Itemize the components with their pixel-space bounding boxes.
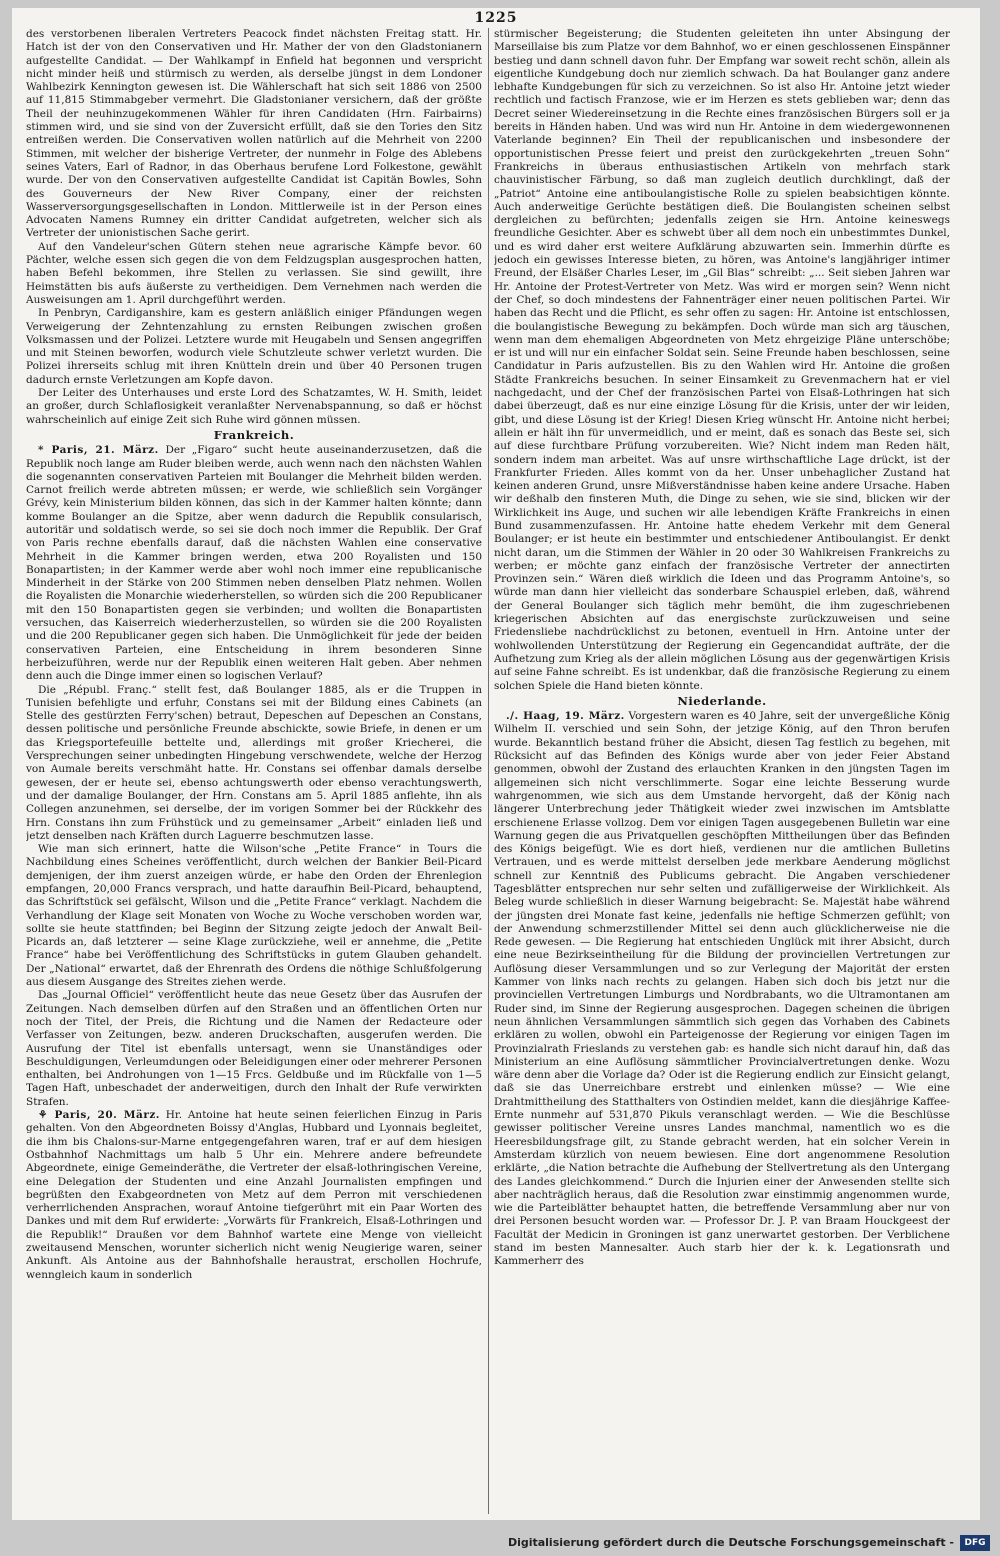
paragraph: Das „Journal Officiel“ veröffentlicht heute das neue Gesetz über das Ausrufen der Zeitungen. Nach demselben dürfen auf den Straßen und an öffentlichen Orten nur noch der Titel, der Preis, die Richtung und die Namen der Redacteure oder Verfasser von Zeitungen, bezw. anderen Druckschaften, ausgerufen werden. Die Ausrufung der Titel ist ebenfalls untersagt, wenn sie Unanständiges oder Beschuldigungen, Verleumdungen oder Beleidigungen einer oder mehrerer Personen enthalten, bei Androhungen von 1—15 Frcs. Geldbuße und im Rückfalle von 1—5 Tagen Haft, unbeschadet der anderweitigen, durch den Inhalt der Rufe verwirkten Strafen.	[26, 989, 482, 1108]
page-number: 1225	[474, 10, 518, 26]
dfg-logo: DFG	[960, 1535, 990, 1551]
newspaper-page	[12, 8, 980, 1520]
section-heading-niederlande: Niederlande.	[677, 693, 767, 708]
dateline: * Paris, 21. März.	[38, 444, 159, 457]
paragraph: In Penbryn, Cardiganshire, kam es gestern anläßlich einiger Pfändungen wegen Verweigerung der Zehntenzahlung zu ernsten Reibungen zwischen großen Volksmassen und der Polizei. Letztere wurde mit Heugabeln und Sensen angegriffen und mit Steinen beworfen, wodurch viele Schutzleute schwer verletzt wurden. Die Polizei ihrerseits schlug mit ihren Knütteln drein und über 40 Personen trugen dadurch ernste Verletzungen am Kopfe davon.	[26, 307, 482, 386]
paragraph: stürmischer Begeisterung; die Studenten geleiteten ihn unter Absingung der Marseillaise bis zum Platze vor dem Bahnhof, wo er einen geschlossenen Einspänner bestieg und dann schnell davon fuhr. Der Empfang war soweit recht schön, allein als eigentliche Kundgebung doch nur ziemlich schwach. Da hat Boulanger ganz andere lebhafte Kundgebungen für sich zu verzeichnen. So ist also Hr. Antoine jetzt wieder rechtlich und factisch Franzose, wie er im Herzen es stets geblieben war; denn das Decret seiner Wiedereinsetzung in die Rechte eines französischen Bürgers soll er ja bereits in Händen haben. Und was wird nun Hr. Antoine in dem wiedergewonnenen Vaterlande beginnen? Ein Theil der republicanischen und insbesondere der opportunistischen Presse feiert und preist den zurückgekehrten „treuen Sohn“ Frankreichs in überaus enthusiastischen Artikeln von mehrfach stark chauvinistischer Färbung, so daß man zugleich deutlich durchklingt, daß der „Patriot“ Antoine eine antiboulangistische Rolle zu spielen beabsichtigen könnte. Auch anderweitige Gerüchte bestätigen dieß. Die Boulangisten scheinen selbst dergleichen zu befürchten; jedenfalls zeigen sie Hrn. Antoine keineswegs freundliche Gesichter. Aber es schwebt über all dem noch ein unbestimmtes Dunkel, und es wird daher erst weitere Aufklärung abzuwarten sein. Immerhin dürfte es jedoch ein gewisses Interesse bieten, zu hören, was Antoine's langjähriger intimer Freund, der Elsäßer Charles Leser, im „Gil Blas“ schreibt: „... Seit sieben Jahren war Hr. Antoine der Protest-Vertreter von Metz. Was wird er morgen sein? Wenn nicht der Chef, so doch mindestens der Fahnenträger einer neuen politischen Partei. Wir haben das Recht und die Pflicht, es sehr offen zu sagen: Hr. Antoine ist entschlossen, die boulangistische Bewegung zu bekämpfen. Doch würde man sich arg täuschen, wenn man dem ehemaligen Abgeordneten von Metz ehrgeizige Pläne unterschöbe; er ist und will nur ein einfacher Soldat sein. Seine Freunde haben beschlossen, seine Candidatur in Paris aufzustellen. Bis zu den Wahlen wird Hr. Antoine die großen Städte Frankreichs besuchen. In seiner Einsamkeit zu Grevenmachern hat er viel nachgedacht, und der Chef der französischen Partei von Elsaß-Lothringen hat sich dabei überzeugt, daß es nur eine einzige Lösung für die Krisis, unter der wir leiden, gibt, und diese Lösung ist der Krieg! Diesen Krieg wünscht Hr. Antoine nicht herbei; allein er hält ihn für unvermeidlich, und er meint, daß es sonach das Beste sei, sich auf diese furchtbare Prüfung vorzubereiten. Wie? Nicht indem man Reden hält, sondern indem man arbeitet. Was auf unsre wirthschaftliche Lage drückt, ist der Frankfurter Frieden. Alles kommt von da her. Unser unbehaglicher Zustand hat keinen anderen Grund, unsre Mißverständnisse haben keine andere Ursache. Haben wir deßhalb den finsteren Muth, die Dinge zu sehen, wie sie sind, blicken wir der Wirklichkeit ins Auge, und suchen wir alle lebendigen Kräfte Frankreichs in einen Bund zusammenzufassen. Hr. Antoine hatte ehedem Verkehr mit dem General Boulanger; er ist heute ein bestimmter und entschiedener Antiboulangist. Er denkt nicht daran, um die Stimmen der Wähler in 20 oder 30 Wahlkreisen Frankreichs zu werben; er möchte ganz einfach der französische Vertreter der annectirten Provinzen sein.“ Wären dieß wirklich die Ideen und das Programm Antoine's, so würde man dann hier vielleicht das sonderbare Schauspiel erleben, daß, während der General Boulanger sich täglich mehr bemüht, die ihm zugeschriebenen kriegerischen Absichten auf das energischste zurückzuweisen und seine Friedensliebe nachdrücklichst zu betonen, eventuell in Hrn. Antoine unter der wohlwollenden Unterstützung der Regierung ein Gegencandidat aufträte, der die Aufhetzung zum Krieg als der allein möglichen Lösung aus der gegenwärtigen Krisis auf seine Fahne schreibt. Es ist undenkbar, daß die französische Regierung zu einem solchen Spiele die Hand bieten könnte.	[494, 28, 950, 692]
paragraph: Wie man sich erinnert, hatte die Wilson'sche „Petite France“ in Tours die Nachbildung eines Scheines veröffentlicht, durch welchen der Bankier Beil-Picard demjenigen, der ihm zuerst anzeigen würde, er habe den Orden der Ehrenlegion empfangen, 20,000 Francs versprach, und hatte daraufhin Beil-Picard, behauptend, das Schriftstück sei gefälscht, Wilson und die „Petite France“ verklagt. Nachdem die Verhandlung der Klage seit Monaten von Woche zu Woche verschoben worden war, sollte sie heute stattfinden; bei Beginn der Sitzung zeigte jedoch der Anwalt Beil-Picards an, daß letzterer — seine Klage zurückziehe, weil er annehme, die „Petite France“ habe bei Veröffentlichung des Schriftstücks in gutem Glauben gehandelt. Der „National“ erwartet, daß der Ehrenrath des Ordens die nöthige Schlußfolgerung aus diesem Ausgange des Streites ziehen werde.	[26, 843, 482, 989]
digitization-credit: Digitalisierung gefördert durch die Deutsche Forschungsgemeinschaft -	[507, 1536, 954, 1549]
paragraph: des verstorbenen liberalen Vertreters Peacock findet nächsten Freitag statt. Hr. Hatch ist der von den Conservativen und Hr. Mather der von den Gladstonianern aufgestellte Candidat. — Der Wahlkampf in Enfield hat begonnen und verspricht nicht minder heiß und stürmisch zu werden, als derselbe jüngst in dem Londoner Wahlbezirk Kennington gewesen ist. Die Wählerschaft hat sich seit 1886 von 2500 auf 11,815 Stimmabgeber vermehrt. Die Gladstonianer versichern, daß der größte Theil der neuhinzugekommenen Wähler für ihren Candidaten (Hrn. Fairbairns) stimmen wird, und sie sind von der Zuversicht erfüllt, daß sie den Tories den Sitz entreißen werden. Die Conservativen wollen natürlich auf die Mehrheit von 2200 Stimmen, mit welcher der bisherige Vertreter, der nunmehr in Folge des Ablebens seines Vaters, Earl of Radnor, in das Oberhaus berufene Lord Folkestone, gewählt wurde. Der von den Conservativen aufgestellte Candidat ist Capitän Bowles, Sohn des Gouverneurs der New River Company, einer der reichsten Wasserversorgungsgesellschaften in London. Mittlerweile ist in der Person eines Advocaten Namens Rumney ein dritter Candidat aufgetreten, welcher sich als Vertreter der unionistischen Sache gerirt.	[26, 28, 482, 240]
paragraph: Hr. Antoine hat heute seinen feierlichen Einzug in Paris gehalten. Von den Abgeordneten Boissy d'Anglas, Hubbard und Lyonnais begleitet, die ihm bis Chalons-sur-Marne entgegengefahren waren, traf er auf dem hiesigen Ostbahnhof Nachmittags um halb 5 Uhr ein. Mehrere andere befreundete Abgeordnete, einige Gemeinderäthe, die Vertreter der elsaß-lothringischen Vereine, eine Delegation der Studenten und eine Anzahl Journalisten empfingen und begrüßten den Exabgeordneten von Metz auf dem Perron mit verschiedenen verherrlichenden Ansprachen, worauf Antoine tiefgerührt mit ein Paar Worten des Dankes und mit dem Ruf erwiderte: „Vorwärts für Frankreich, Elsaß-Lothringen und die Republik!“ Draußen vor dem Bahnhof wartete eine Menge von vielleicht zweitausend Menschen, worunter sicherlich nicht wenig Neugierige waren, seiner Ankunft. Als Antoine aus der Bahnhofshalle heraustrat, erschollen Hochrufe, wenngleich kaum in sonderlich	[26, 1109, 482, 1281]
dateline: ⚘ Paris, 20. März.	[38, 1109, 160, 1122]
paragraph: Der „Figaro“ sucht heute auseinanderzusetzen, daß die Republik noch lange am Ruder bleiben werde, auch wenn nach den nächsten Wahlen die sogenannten conservativen Parteien mit Boulanger die Mehrheit bilden werden. Carnot freilich werde abtreten müssen; er werde, wie schließlich sein Vorgänger Grévy, kein Ministerium bilden können, das sich in der Kammer halten könnte; dann komme Boulanger an die Spitze, aber wenn dadurch die Republik consularisch, autoritär und soldatisch werde, so sei sie doch noch immer die Republik. Der Graf von Paris rechne ebenfalls darauf, daß die nächsten Wahlen eine conservative Mehrheit in die Kammer bringen werden, etwa 200 Royalisten und 150 Bonapartisten; in der Kammer werde aber wohl noch immer eine republicanische Minderheit in der Stärke von 200 Stimmen neben denselben Platz nehmen. Wollen die Royalisten die Monarchie wiederherstellen, so würden sich die 200 Republicaner mit den 150 Bonapartisten gegen sie verbinden; und wollten die Bonapartisten versuchen, das Kaiserreich wiederherzustellen, so würden sie die 200 Royalisten und die 200 Republicaner gegen sich haben. Die Unmöglichkeit für jede der beiden conservativen Parteien, eine Entscheidung in ihrem besonderen Sinne herbeizuführen, werde nur der Republik einen weiteren Halt geben. Aber nehmen denn auch die Dinge immer einen so logischen Verlauf?	[26, 444, 482, 683]
paragraph: Vorgestern waren es 40 Jahre, seit der unvergeßliche König Wilhelm II. verschied und sein Sohn, der jetzige König, auf den Thron berufen wurde. Bekanntlich bestand früher die Absicht, diesen Tag festlich zu begehen, mit Rücksicht auf das Befinden des Königs wurde aber von jeder Feier Abstand genommen, obwohl der Zustand des erlauchten Kranken in den jüngsten Tagen im allgemeinen sich nicht verschlimmerte. Sogar eine leichte Besserung wurde wahrgenommen, wie sich aus dem Umstande hervorgeht, daß der König nach längerer Unterbrechung jeder Thätigkeit wieder zwei inzwischen im Amtsblatte erschienene Erlasse vollzog. Dem vor einigen Tagen ausgegebenen Bulletin war eine Warnung gegen die aus Privatquellen geschöpften Mittheilungen über das Befinden des Königs beigefügt. Wie es dort hieß, verdienen nur die amtlichen Bulletins Vertrauen, und es werde mittelst derselben jede merkbare Aenderung möglichst schnell zur Kenntniß des Publicums gebracht. Die Angaben verschiedener Tagesblätter entsprechen nur sehr selten und zufälligerweise der Wirklichkeit. Als Beleg wurde schließlich in dieser Warnung beigebracht: Se. Majestät habe während der jüngsten drei Monate fast keine, jedenfalls nie heftige Schmerzen gefühlt; von der Anwendung schmerzstillender Mittel sei denn auch glücklicherweise nie die Rede gewesen. — Die Regierung hat entschieden Unglück mit ihrer Absicht, durch eine neue Bezirkseintheilung für die Bildung der provinciellen Vertretungen zur Auflösung dieser Versammlungen und so zur Verlegung der Majorität der ersten Kammer von links nach rechts zu gelangen. Haben sich doch bis jetzt nur die provinciellen Vertretungen Limburgs und Nordbrabants, wo die Ultramontanen am Ruder sind, im Sinne der Regierung ausgesprochen. Dagegen scheinen die übrigen neun ähnlichen Versammlungen sämmtlich sich gegen das Vorhaben des Cabinets erklären zu wollen, obwohl ein Parteigenosse der Regierung vor einigen Tagen im Provinzialrath Frieslands zu verstehen gab: es handle sich nicht darauf hin, daß das Ministerium an eine Auflösung sämmtlicher Provincialvertretungen denke. Wozu wäre denn aber die Vorlage da? Oder ist die Regierung endlich zur Einsicht gelangt, daß sie das Unerreichbare erstrebt und einlenken müsse? — Wie eine Drahtmittheilung des Statthalters von Ostindien meldet, kann die diesjährige Kaffee-Ernte nunmehr auf 531,870 Pikuls veranschlagt werden. — Wie die Beschlüsse gewisser politischer Vereine unsres Landes manchmal, namentlich wo es die Heeresbildungsfrage gilt, zu Stande gebracht werden, hat ein solcher Verein in Amsterdam kürzlich von neuem bewiesen. Eine dort angenommene Resolution erklärte, „die Nation betrachte die Aufhebung der Stellvertretung als den Untergang des Landes gleichkommend.“ Durch die Injurien einer der Anwesenden stellte sich aber nachträglich heraus, daß die Resolution zwar einstimmig angenommen wurde, wie die Parteiblätter behauptet hatten, die betreffende Versammlung aber nur von drei Personen besucht worden war. — Professor Dr. J. P. van Braam Houckgeest der Facultät der Medicin in Groningen ist ganz unerwartet gestorben. Der Verblichene stand im besten Mannesalter. Auch starb hier der k. k. Legationsrath und Kammerherr des	[494, 710, 950, 1268]
dateline: ./. Haag, 19. März.	[506, 710, 625, 723]
section-heading-frankreich: Frankreich.	[213, 427, 295, 442]
right-column	[494, 28, 950, 1516]
paragraph: Die „Républ. Franç.“ stellt fest, daß Boulanger 1885, als er die Truppen in Tunisien befehligte und erfuhr, Constans sei mit der Bildung eines Cabinets (an Stelle des gestürzten Ferry'schen) betraut, Depeschen auf Depeschen an Constans, dessen politische und persönliche Freunde abschickte, sowie Briefe, in denen er um das Kriegsportefeuille bettelte und, allerdings mit großer Kriecherei, die Versprechungen seiner unbedingten Hingebung verschwendete, welche der Herzog von Aumale bereits verschmäht hatte. Hr. Constans sei offenbar damals derselbe gewesen, der er heute sei, ebenso achtungswerth oder ebenso verachtungswerth, und der damalige Boulanger, der Hrn. Constans am 5. April 1885 anflehte, ihn als Collegen anzunehmen, sei derselbe, der im vorigen Sommer bei der Rückkehr des Hrn. Constans ihn zum Frühstück und zu gemeinsamer „Arbeit“ einladen ließ und jetzt denselben nach Kräften durch Laguerre beschmutzen lasse.	[26, 683, 482, 842]
paragraph: Der Leiter des Unterhauses und erste Lord des Schatzamtes, W. H. Smith, leidet an großer, durch Schlaflosigkeit veranlaßter Nervenabspannung, so daß er höchst wahrscheinlich auf einige Zeit sich Ruhe wird gönnen müssen.	[26, 387, 482, 426]
paragraph: Auf den Vandeleur'schen Gütern stehen neue agrarische Kämpfe bevor. 60 Pächter, welche essen sich gegen die von dem Feldzugsplan ausgesprochen hatten, haben Befehl bekommen, ihre Stellen zu verlassen. Sie sind gewillt, ihre Heimstätten bis aufs äußerste zu vertheidigen. Dem Vernehmen nach werden die Ausweisungen am 1. April durchgeführt werden.	[26, 240, 482, 306]
left-column	[26, 28, 482, 1516]
column-divider	[488, 28, 489, 1514]
